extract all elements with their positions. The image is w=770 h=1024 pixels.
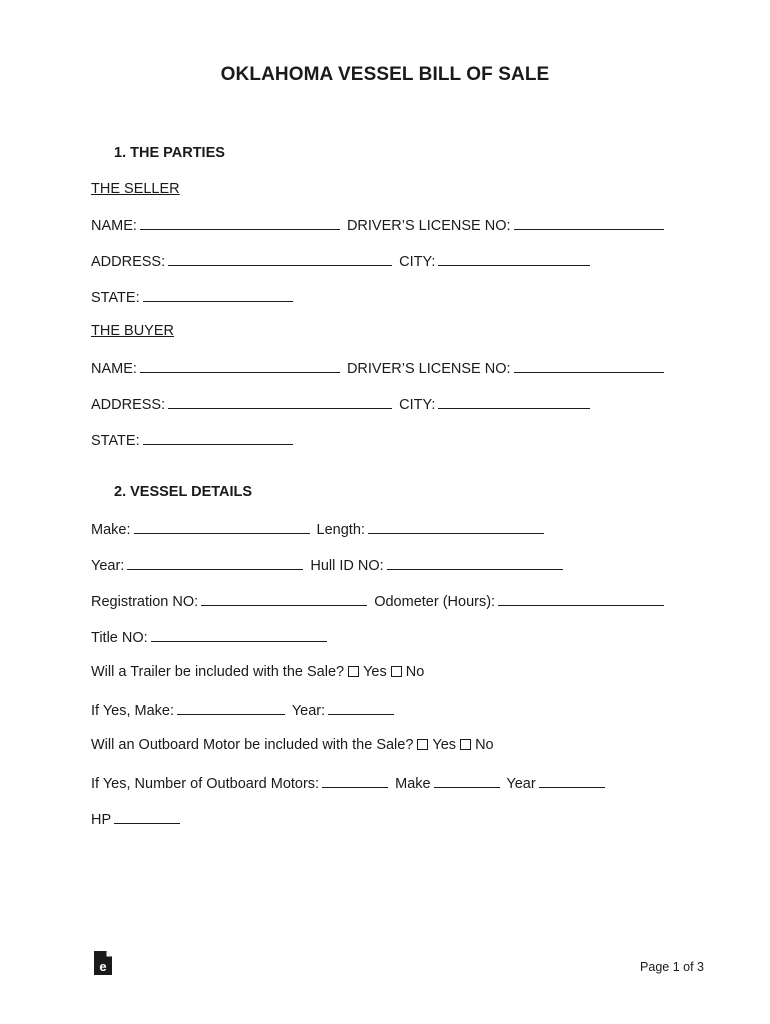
vessel-registration-field[interactable] [201, 591, 367, 606]
buyer-state-field[interactable] [143, 430, 293, 445]
buyer-name-label: NAME: [91, 361, 137, 377]
eforms-logo-icon [92, 950, 114, 976]
hp-field[interactable] [114, 809, 180, 824]
trailer-make-label: If Yes, Make: [91, 703, 175, 719]
buyer-address-label: ADDRESS: [91, 397, 166, 413]
vessel-length-label: Length: [316, 522, 365, 538]
buyer-city-label: CITY: [399, 397, 436, 413]
vessel-make-field[interactable] [134, 519, 310, 534]
hp-row [91, 809, 183, 829]
vessel-length-field[interactable] [368, 519, 544, 534]
motor-make-field[interactable] [434, 773, 500, 788]
vessel-year-row [91, 555, 566, 575]
motor-yes-checkbox[interactable] [417, 739, 428, 750]
trailer-year-label: Year: [291, 703, 326, 719]
seller-state-label: STATE: [91, 290, 140, 306]
motor-year-label: Year [506, 776, 536, 792]
vessel-hull-label: Hull ID NO: [310, 558, 384, 574]
motor-year-field[interactable] [539, 773, 605, 788]
trailer-details-row [91, 700, 397, 720]
buyer-state-label: STATE: [91, 433, 140, 449]
trailer-no-label: No [405, 664, 425, 680]
seller-name-row [91, 215, 667, 235]
buyer-name-field[interactable] [140, 358, 340, 373]
seller-state-row [91, 287, 296, 307]
motor-no-checkbox[interactable] [460, 739, 471, 750]
trailer-question-row [91, 663, 424, 681]
document-title: OKLAHOMA VESSEL BILL OF SALE [220, 64, 550, 85]
seller-address-label: ADDRESS: [91, 254, 166, 270]
seller-address-row [91, 251, 593, 271]
motors-count-field[interactable] [322, 773, 388, 788]
buyer-name-row [91, 358, 667, 378]
seller-address-field[interactable] [168, 251, 392, 266]
seller-name-field[interactable] [140, 215, 340, 230]
trailer-yes-label: Yes [363, 664, 387, 680]
seller-name-label: NAME: [91, 218, 137, 234]
buyer-state-row [91, 430, 296, 450]
trailer-no-checkbox[interactable] [391, 666, 402, 677]
vessel-hull-field[interactable] [387, 555, 563, 570]
buyer-label: THE BUYER [91, 323, 174, 339]
section-heading-vessel: 2. VESSEL DETAILS [114, 484, 253, 500]
vessel-title-field[interactable] [151, 627, 327, 642]
buyer-license-field[interactable] [514, 358, 664, 373]
vessel-registration-label: Registration NO: [91, 594, 199, 610]
vessel-make-label: Make: [91, 522, 131, 538]
vessel-odometer-label: Odometer (Hours): [374, 594, 496, 610]
buyer-address-row [91, 394, 593, 414]
seller-city-field[interactable] [438, 251, 590, 266]
vessel-make-row [91, 519, 547, 539]
vessel-title-row [91, 627, 330, 647]
section-heading-parties: 1. THE PARTIES [114, 145, 225, 161]
motor-make-label: Make [395, 776, 431, 792]
motor-yes-label: Yes [432, 737, 457, 753]
seller-license-label: DRIVER’S LICENSE NO: [346, 218, 511, 234]
seller-city-label: CITY: [399, 254, 436, 270]
svg-text:e: e [99, 959, 107, 974]
motor-no-label: No [475, 737, 494, 753]
vessel-title-label: Title NO: [91, 630, 148, 646]
vessel-odometer-field[interactable] [498, 591, 664, 606]
vessel-registration-row [91, 591, 667, 611]
trailer-year-field[interactable] [328, 700, 394, 715]
trailer-question: Will a Trailer be included with the Sale? [91, 664, 345, 680]
motor-details-row [91, 773, 608, 793]
buyer-address-field[interactable] [168, 394, 392, 409]
seller-label: THE SELLER [91, 181, 180, 197]
buyer-city-field[interactable] [438, 394, 590, 409]
vessel-year-label: Year: [91, 558, 125, 574]
hp-label: HP [91, 812, 112, 828]
motors-count-label: If Yes, Number of Outboard Motors: [91, 776, 320, 792]
page-number: Page 1 of 3 [640, 960, 704, 974]
motor-question-row [91, 736, 494, 754]
buyer-license-label: DRIVER’S LICENSE NO: [346, 361, 511, 377]
seller-license-field[interactable] [514, 215, 664, 230]
motor-question: Will an Outboard Motor be included with the Sale? [91, 737, 414, 753]
vessel-year-field[interactable] [127, 555, 303, 570]
trailer-yes-checkbox[interactable] [348, 666, 359, 677]
seller-state-field[interactable] [143, 287, 293, 302]
trailer-make-field[interactable] [177, 700, 285, 715]
